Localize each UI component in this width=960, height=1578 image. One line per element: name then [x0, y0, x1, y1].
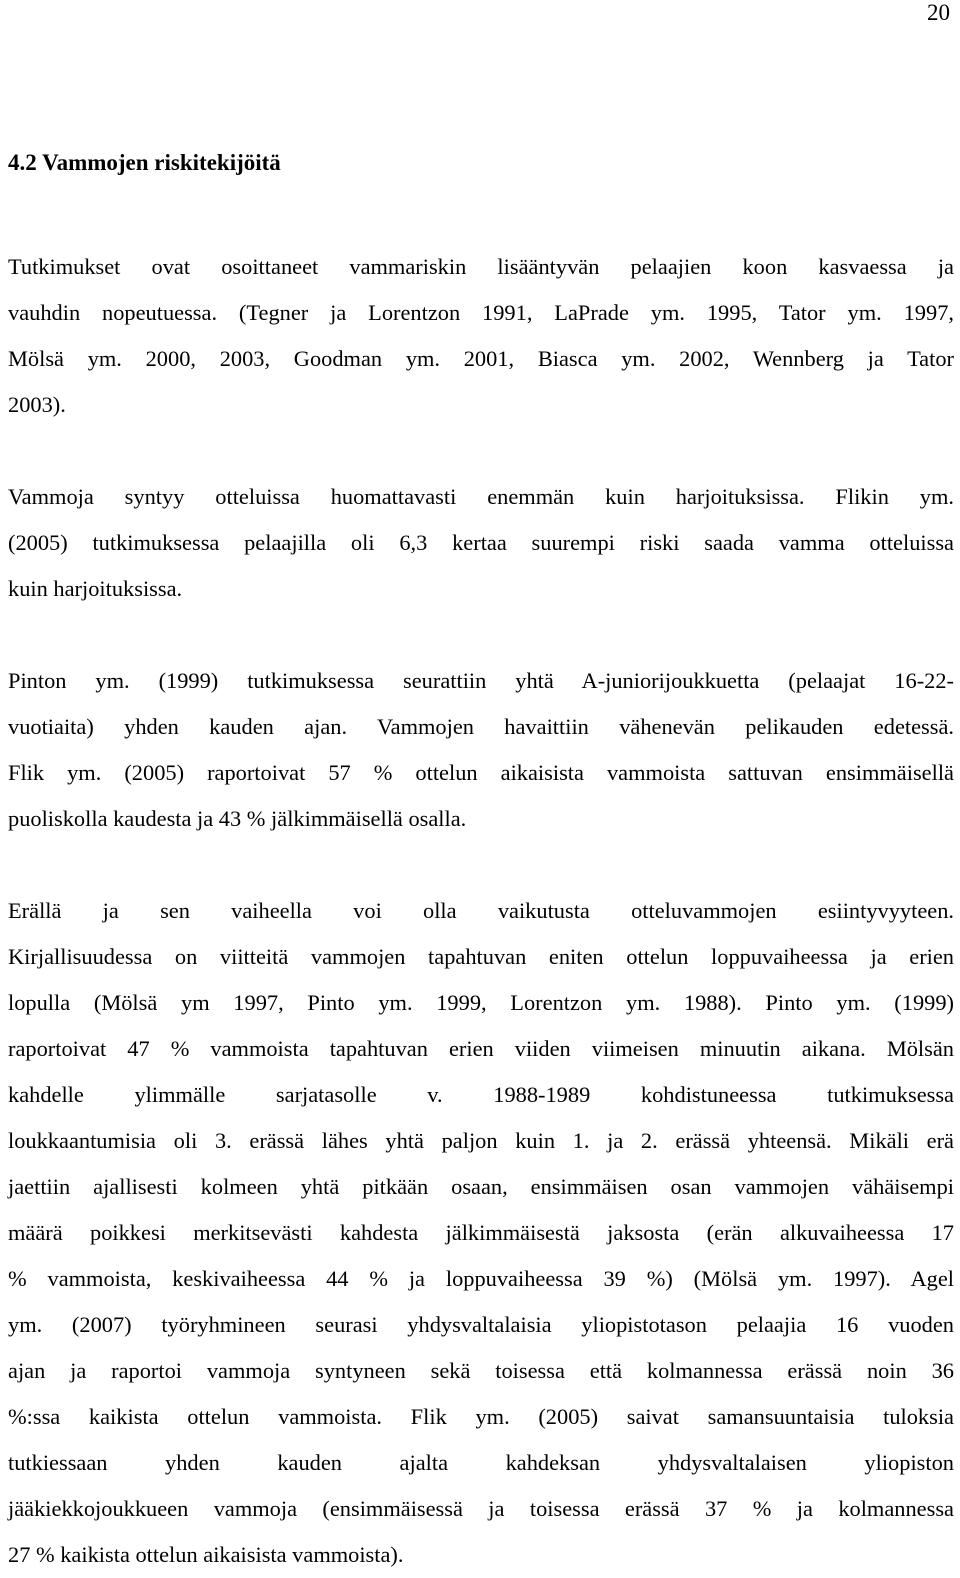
text-line: Erällä ja sen vaiheella voi olla vaikutusta otteluvammojen esiintyvyyteen.: [8, 898, 954, 923]
text-line: (2005) tutkimuksessa pelaajilla oli 6,3 kertaa suurempi riski saada vamma otteluissa: [8, 530, 954, 555]
text-line: kahdelle ylimmälle sarjatasolle v. 1988-1989 kohdistuneessa tutkimuksessa: [8, 1082, 954, 1107]
text-line: kuin harjoituksissa.: [8, 576, 183, 601]
body-text: [8, 244, 954, 1578]
text-line: % vammoista, keskivaiheessa 44 % ja loppuvaiheessa 39 %) (Mölsä ym. 1997). Agel: [8, 1266, 954, 1291]
text-line: tutkiessaan yhden kauden ajalta kahdeksan yhdysvaltalaisen yliopiston: [8, 1450, 954, 1475]
text-line: raportoivat 47 % vammoista tapahtuvan erien viiden viimeisen minuutin aikana. Mölsän: [8, 1036, 954, 1061]
text-line: jääkiekkojoukkueen vammoja (ensimmäisessä ja toisessa erässä 37 % ja kolmannessa: [8, 1496, 954, 1521]
text-line: jaettiin ajallisesti kolmeen yhtä pitkään osaan, ensimmäisen osan vammojen vähäisempi: [8, 1174, 954, 1199]
paragraph-season-timing: [8, 658, 954, 842]
text-line: Flik ym. (2005) raportoivat 57 % ottelun aikaisista vammoista sattuvan ensimmäisellä: [8, 760, 954, 785]
text-line: loukkaantumisia oli 3. erässä lähes yhtä paljon kuin 1. ja 2. erässä yhteensä. Mikäli erä: [8, 1128, 954, 1153]
text-line: puoliskolla kaudesta ja 43 % jälkimmäisellä osalla.: [8, 806, 467, 831]
text-line: Kirjallisuudessa on viitteitä vammojen tapahtuvan eniten ottelun loppuvaiheessa ja erien: [8, 944, 954, 969]
text-line: Mölsä ym. 2000, 2003, Goodman ym. 2001, Biasca ym. 2002, Wennberg ja Tator: [8, 346, 954, 371]
text-line: 2003).: [8, 392, 66, 417]
text-line: määrä poikkesi merkitsevästi kahdesta jälkimmäisestä jaksosta (erän alkuvaiheessa 17: [8, 1220, 954, 1245]
text-line: Vammoja syntyy otteluissa huomattavasti enemmän kuin harjoituksissa. Flikin ym.: [8, 484, 954, 509]
text-line: ajan ja raportoi vammoja syntyneen sekä toisessa että kolmannessa erässä noin 36: [8, 1358, 954, 1383]
text-line: vuotiaita) yhden kauden ajan. Vammojen havaittiin vähenevän pelikauden edetessä.: [8, 714, 954, 739]
text-line: ym. (2007) työryhmineen seurasi yhdysvaltalaisia yliopistotason pelaajia 16 vuoden: [8, 1312, 954, 1337]
text-line: Tutkimukset ovat osoittaneet vammariskin lisääntyvän pelaajien koon kasvaessa ja: [8, 254, 954, 279]
text-line: vauhdin nopeutuessa. (Tegner ja Lorentzon 1991, LaPrade ym. 1995, Tator ym. 1997,: [8, 300, 954, 325]
text-line: %:ssa kaikista ottelun vammoista. Flik ym. (2005) saivat samansuuntaisia tuloksia: [8, 1404, 954, 1429]
text-line: lopulla (Mölsä ym 1997, Pinto ym. 1999, Lorentzon ym. 1988). Pinto ym. (1999): [8, 990, 954, 1015]
text-line: 27 % kaikista ottelun aikaisista vammoista).: [8, 1542, 404, 1567]
paragraph-period-effect: [8, 888, 954, 1578]
paragraph-games-vs-practice: [8, 474, 954, 612]
section-heading: 4.2 Vammojen riskitekijöitä: [8, 150, 281, 175]
paragraph-injury-risk-size-speed: [8, 244, 954, 428]
page-number: 20: [927, 0, 950, 25]
text-line: Pinton ym. (1999) tutkimuksessa seurattiin yhtä A-juniorijoukkuetta (pelaajat 16-22-: [8, 668, 954, 693]
